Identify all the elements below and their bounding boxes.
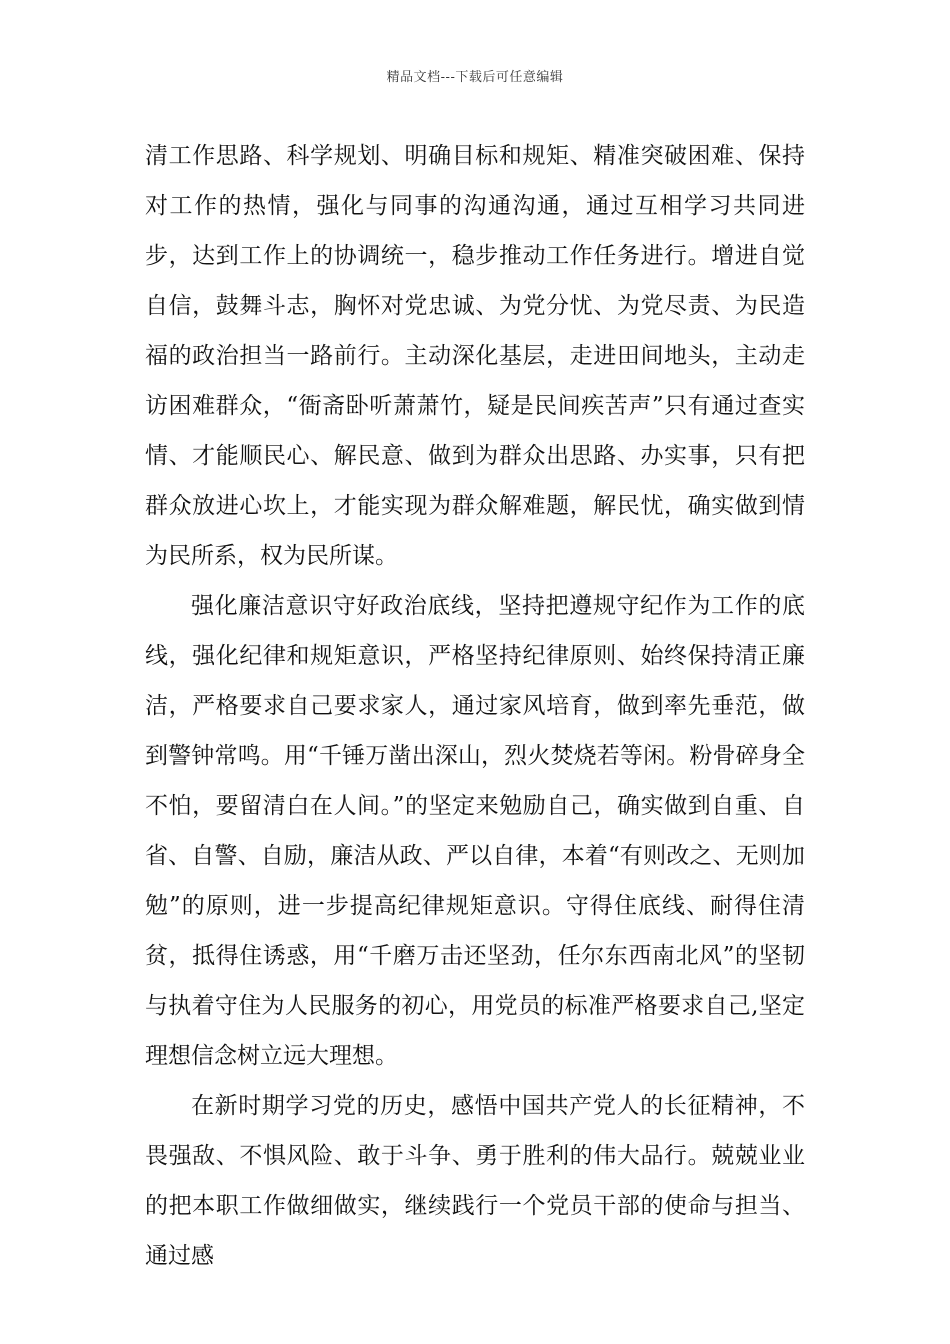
paragraph-integrity: 强化廉洁意识守好政治底线，坚持把遵规守纪作为工作的底线，强化纪律和规矩意识，严格坚持纪律原则、始终保持清正廉洁，严格要求自己要求家人，通过家风培育，做到率先垂范，做到警钟常鸣。用“千锤万凿出深山，烈火焚烧若等闲。粉骨碎身全不怕，要留清白在人间。”的坚定来勉励自己，确实做到自重、自省、自警、自励，廉洁从政、严以自律，本着“有则改之、无则加勉”的原则，进一步提高纪律规矩意识。守得住底线、耐得住清贫，抵得住诱惑，用“千磨万击还坚劲，任尔东西南北风”的坚韧与执着守住为人民服务的初心，用党员的标准严格要求自己,坚定理想信念树立远大理想。 [145, 593, 805, 1069]
page-header: 精品文档---下载后可任意编辑 [386, 70, 564, 85]
paragraph-party-history: 在新时期学习党的历史，感悟中国共产党人的长征精神，不畏强敌、不惧风险、敢于斗争、勇于胜利的伟大品行。兢兢业业的把本职工作做细做实，继续践行一个党员干部的使命与担当、通过感 [145, 1093, 805, 1269]
paragraph-continuation: 清工作思路、科学规划、明确目标和规矩、精准突破困难、保持对工作的热情，强化与同事的沟通沟通，通过互相学习共同进步，达到工作上的协调统一，稳步推动工作任务进行。增进自觉自信，鼓舞斗志，胸怀对党忠诚、为党分忧、为党尽责、为民造福的政治担当一路前行。主动深化基层，走进田间地头，主动走访困难群众，“衙斋卧听萧萧竹，疑是民间疾苦声”只有通过查实情、才能顺民心、解民意、做到为群众出思路、办实事，只有把群众放进心坎上，才能实现为群众解难题，解民忧，确实做到情为民所系，权为民所谋。 [145, 143, 805, 569]
document-body [145, 131, 805, 1281]
